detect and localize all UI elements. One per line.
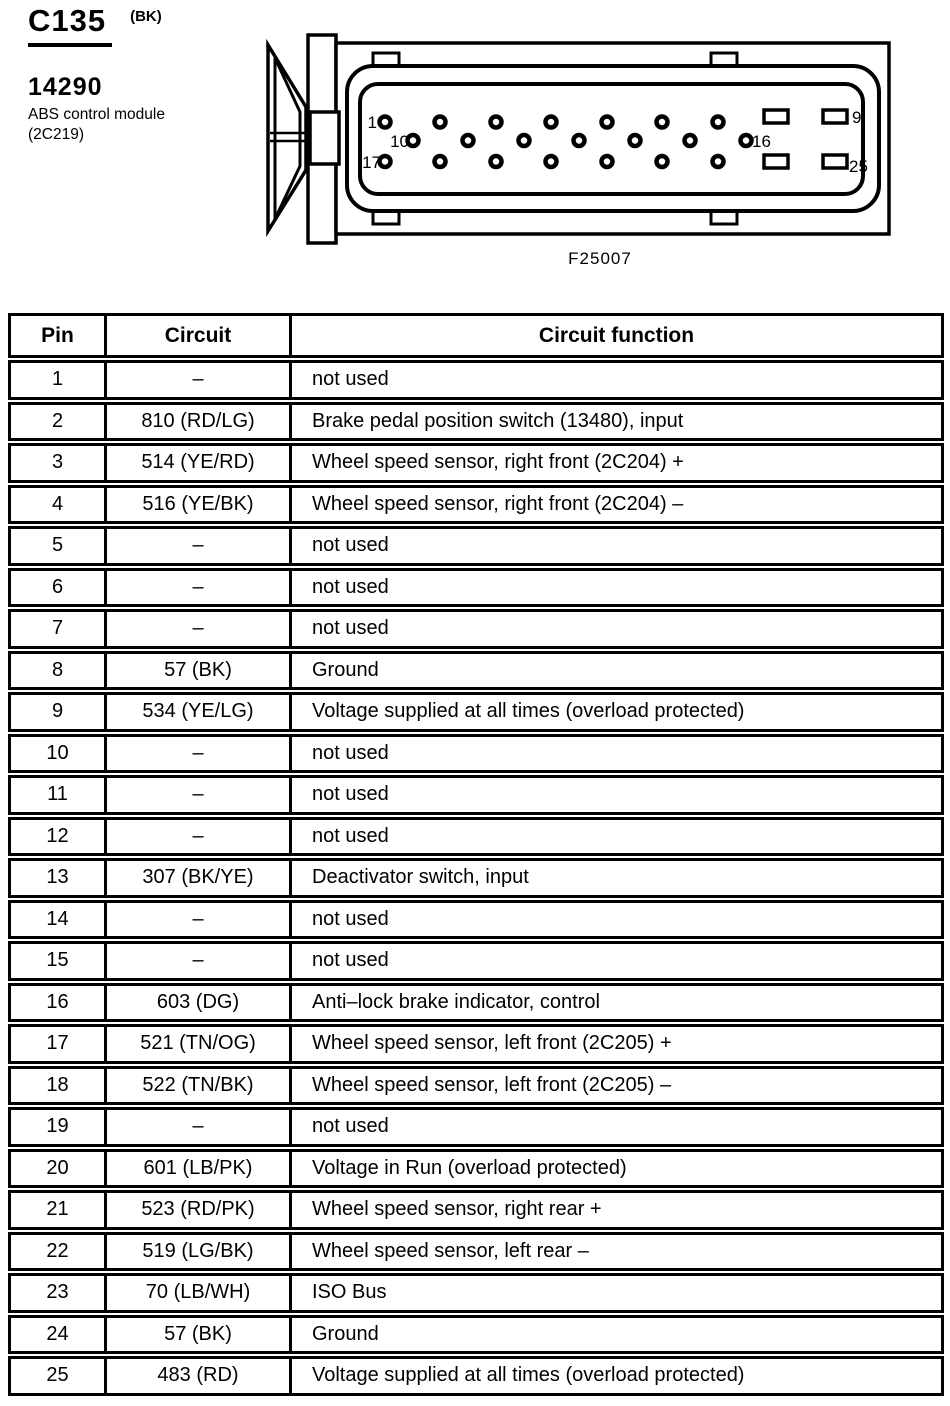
- table-row: [8, 485, 944, 525]
- column-header-pin: Pin: [11, 316, 107, 355]
- connector-cavity: [360, 84, 863, 194]
- cell-pin: 16: [11, 986, 107, 1020]
- column-header-function: Circuit function: [538, 323, 695, 347]
- cell-pin: 7: [11, 612, 107, 646]
- cell-function: Ground: [312, 658, 379, 681]
- pin-label-17: 17: [362, 153, 381, 172]
- cell-circuit: –: [107, 363, 292, 397]
- table-row: [8, 1356, 944, 1396]
- pinout-table-body: [8, 360, 944, 1396]
- cell-pin: 9: [11, 695, 107, 729]
- cell-function: not used: [312, 824, 389, 847]
- pin-label-1: 1: [367, 113, 377, 132]
- cell-circuit: 57 (BK): [107, 1318, 292, 1352]
- cell-function: not used: [312, 741, 389, 764]
- cell-circuit: –: [107, 529, 292, 563]
- cell-pin: 5: [11, 529, 107, 563]
- cell-function: not used: [312, 907, 389, 930]
- cell-circuit: –: [107, 820, 292, 854]
- table-row: [8, 775, 944, 815]
- pin-label-10: 10: [390, 132, 409, 151]
- cell-circuit: 522 (TN/BK): [107, 1069, 292, 1103]
- component-code: (2C219): [28, 126, 84, 144]
- cell-function: Anti–lock brake indicator, control: [312, 990, 600, 1013]
- connector-id: C135: [28, 4, 112, 47]
- table-row: [8, 651, 944, 691]
- cell-pin: 12: [11, 820, 107, 854]
- cell-circuit: 483 (RD): [107, 1359, 292, 1393]
- table-row: [8, 443, 944, 483]
- connector-color-code: (BK): [130, 8, 162, 25]
- cell-function: not used: [312, 368, 389, 391]
- table-row: [8, 900, 944, 940]
- cell-function: Wheel speed sensor, left front (2C205) +: [312, 1032, 672, 1055]
- cell-pin: 14: [11, 903, 107, 937]
- cell-circuit: 601 (LB/PK): [107, 1152, 292, 1186]
- table-header-row: [8, 313, 944, 358]
- cell-circuit: –: [107, 944, 292, 978]
- cell-pin: 1: [11, 363, 107, 397]
- cell-function: Deactivator switch, input: [312, 866, 529, 889]
- cell-pin: 19: [11, 1110, 107, 1144]
- cell-function: Wheel speed sensor, right front (2C204) +: [312, 451, 684, 474]
- pin-label-25: 25: [849, 157, 868, 176]
- cell-function: Voltage in Run (overload protected): [312, 1156, 627, 1179]
- cell-circuit: –: [107, 737, 292, 771]
- cell-function: not used: [312, 1115, 389, 1138]
- cell-circuit: 514 (YE/RD): [107, 446, 292, 480]
- cell-function: Wheel speed sensor, left rear –: [312, 1239, 589, 1262]
- cell-pin: 21: [11, 1193, 107, 1227]
- cell-pin: 10: [11, 737, 107, 771]
- cell-circuit: –: [107, 778, 292, 812]
- pin-label-16: 16: [752, 132, 771, 151]
- column-header-circuit: Circuit: [107, 316, 292, 355]
- cell-pin: 25: [11, 1359, 107, 1393]
- pin-label-9: 9: [852, 108, 862, 127]
- cell-pin: 22: [11, 1235, 107, 1269]
- cell-function: not used: [312, 783, 389, 806]
- cell-function: not used: [312, 617, 389, 640]
- cell-circuit: –: [107, 903, 292, 937]
- table-row: [8, 1107, 944, 1147]
- cell-circuit: 603 (DG): [107, 986, 292, 1020]
- cell-function: not used: [312, 534, 389, 557]
- table-row: [8, 568, 944, 608]
- cell-circuit: –: [107, 612, 292, 646]
- cell-pin: 8: [11, 654, 107, 688]
- table-row: [8, 402, 944, 442]
- table-row: [8, 1066, 944, 1106]
- table-row: [8, 941, 944, 981]
- cell-circuit: 516 (YE/BK): [107, 488, 292, 522]
- cell-circuit: –: [107, 1110, 292, 1144]
- cell-circuit: 57 (BK): [107, 654, 292, 688]
- table-row: [8, 1232, 944, 1272]
- cell-function: not used: [312, 575, 389, 598]
- cell-pin: 2: [11, 405, 107, 439]
- table-row: [8, 983, 944, 1023]
- connector-diagram: [255, 30, 905, 280]
- table-row: [8, 609, 944, 649]
- part-number: 14290: [28, 73, 103, 102]
- cell-pin: 20: [11, 1152, 107, 1186]
- cell-circuit: –: [107, 571, 292, 605]
- cell-function: Wheel speed sensor, right front (2C204) –: [312, 492, 684, 515]
- cell-function: Wheel speed sensor, left front (2C205) –: [312, 1073, 672, 1096]
- table-row: [8, 1273, 944, 1313]
- component-name: ABS control module: [28, 106, 165, 124]
- cell-circuit: 810 (RD/LG): [107, 405, 292, 439]
- cell-circuit: 534 (YE/LG): [107, 695, 292, 729]
- table-row: [8, 360, 944, 400]
- cell-pin: 24: [11, 1318, 107, 1352]
- cell-function: ISO Bus: [312, 1281, 387, 1304]
- table-row: [8, 692, 944, 732]
- cell-pin: 6: [11, 571, 107, 605]
- table-row: [8, 1190, 944, 1230]
- cell-pin: 13: [11, 861, 107, 895]
- table-row: [8, 734, 944, 774]
- table-row: [8, 1149, 944, 1189]
- cell-circuit: 523 (RD/PK): [107, 1193, 292, 1227]
- wire-boot-inner-outline: [275, 58, 300, 219]
- cell-function: Voltage supplied at all times (overload protected): [312, 1364, 745, 1387]
- cell-circuit: 521 (TN/OG): [107, 1027, 292, 1061]
- cell-circuit: 519 (LG/BK): [107, 1235, 292, 1269]
- cell-function: Brake pedal position switch (13480), input: [312, 409, 684, 432]
- cell-pin: 4: [11, 488, 107, 522]
- cell-function: Voltage supplied at all times (overload protected): [312, 700, 745, 723]
- cell-pin: 15: [11, 944, 107, 978]
- cell-pin: 11: [11, 778, 107, 812]
- pinout-table: [8, 313, 944, 1398]
- table-row: [8, 1315, 944, 1355]
- table-row: [8, 1024, 944, 1064]
- cell-pin: 17: [11, 1027, 107, 1061]
- cell-pin: 3: [11, 446, 107, 480]
- table-row: [8, 817, 944, 857]
- table-row: [8, 526, 944, 566]
- cell-circuit: 70 (LB/WH): [107, 1276, 292, 1310]
- cell-function: not used: [312, 949, 389, 972]
- cell-function: Wheel speed sensor, right rear +: [312, 1198, 602, 1221]
- cell-circuit: 307 (BK/YE): [107, 861, 292, 895]
- cell-pin: 18: [11, 1069, 107, 1103]
- side-latch-block: [310, 112, 339, 164]
- connector-header: [28, 4, 198, 145]
- table-row: [8, 858, 944, 898]
- cell-pin: 23: [11, 1276, 107, 1310]
- cell-function: Ground: [312, 1322, 379, 1345]
- component-description: [28, 105, 198, 145]
- figure-code: F25007: [568, 249, 632, 268]
